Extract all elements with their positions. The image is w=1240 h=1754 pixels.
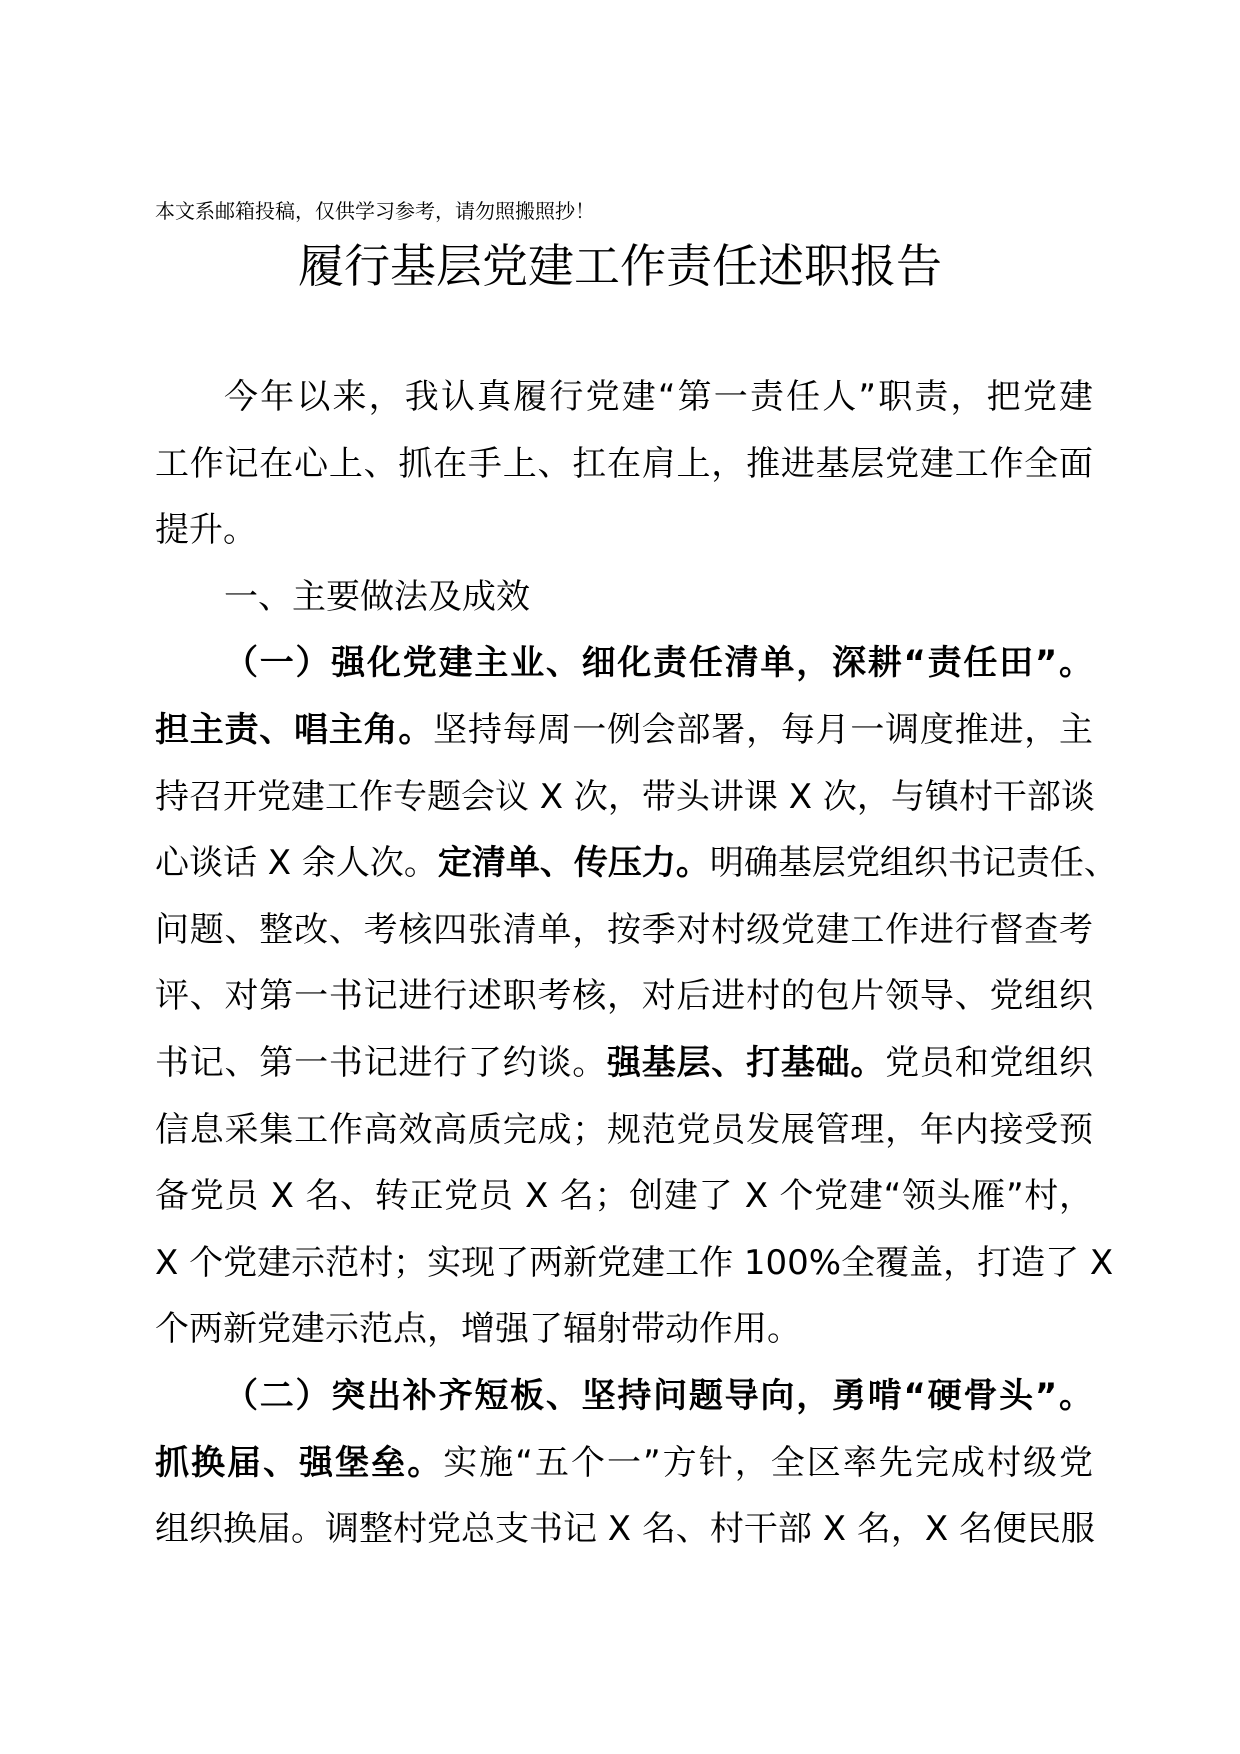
text-run: 今年以来，我认真履行党建“第一责任人”职责，把党建 [224, 377, 1093, 417]
text-line [155, 630, 1093, 697]
bold-text-run: （二）突出补齐短板、坚持问题导向，勇啃“硬骨头”。 [224, 1375, 1093, 1416]
text-line [155, 1230, 1114, 1297]
text-line [155, 1296, 1093, 1363]
text-line [155, 564, 1093, 631]
text-line [155, 497, 1093, 564]
text-run: 明确基层党组织书记责任、 [709, 843, 1118, 884]
bold-text-run: 抓换届、强堡垒。 [155, 1442, 444, 1483]
document-title: 履行基层党建工作责任述职报告 [298, 239, 942, 293]
bold-text-run: 强基层、打基础。 [607, 1042, 886, 1083]
text-run: 评、对第一书记进行述职考核，对后进村的包片领导、党组织 [155, 976, 1093, 1017]
text-line [155, 364, 1093, 431]
text-run: 一、主要做法及成效 [224, 576, 530, 617]
text-line [155, 1430, 1093, 1497]
text-line [155, 764, 1093, 831]
bold-text-run: 定清单、传压力。 [437, 843, 710, 884]
text-line [155, 431, 1093, 498]
copyright-notice: 本文系邮箱投稿，仅供学习参考，请勿照搬照抄！ [155, 199, 595, 223]
text-run: 坚持每周一例会部署，每月一调度推进，主 [433, 709, 1094, 750]
text-run: 书记、第一书记进行了约谈。 [155, 1042, 607, 1083]
text-line [155, 897, 1093, 964]
text-line [155, 1496, 1093, 1563]
text-run: X 个党建示范村；实现了两新党建工作 100%全覆盖，打造了 X [155, 1242, 1114, 1283]
text-line [155, 830, 1118, 897]
text-run: 个两新党建示范点，增强了辐射带动作用。 [155, 1309, 801, 1350]
text-run: 备党员 X 名、转正党员 X 名；创建了 X 个党建“领头雁”村， [155, 1176, 1093, 1217]
text-line [155, 1097, 1093, 1164]
text-run: 工作记在心上、抓在手上、扛在肩上，推进基层党建工作全面 [155, 443, 1093, 484]
text-run: 党员和党组织 [885, 1042, 1094, 1083]
text-line [155, 1363, 1093, 1430]
document-body [155, 364, 1118, 1563]
text-run: 实施“五个一”方针，全区率先完成村级党 [443, 1442, 1094, 1483]
text-run: 问题、整改、考核四张清单，按季对村级党建工作进行督查考 [155, 909, 1093, 950]
bold-text-run: （一）强化党建主业、细化责任清单，深耕“责任田”。 [224, 643, 1093, 684]
text-line [155, 963, 1093, 1030]
text-run: 心谈话 X 余人次。 [155, 843, 438, 884]
text-line [155, 697, 1093, 764]
text-run: 组织换届。调整村党总支书记 X 名、村干部 X 名，X 名便民服 [155, 1509, 1095, 1550]
bold-text-run: 担主责、唱主角。 [155, 709, 434, 750]
text-line [155, 1163, 1093, 1230]
text-line [155, 1030, 1093, 1097]
text-run: 信息采集工作高效高质完成；规范党员发展管理，年内接受预 [155, 1109, 1093, 1150]
text-run: 持召开党建工作专题会议 X 次，带头讲课 X 次，与镇村干部谈 [155, 776, 1095, 817]
text-run: 提升。 [155, 510, 257, 551]
